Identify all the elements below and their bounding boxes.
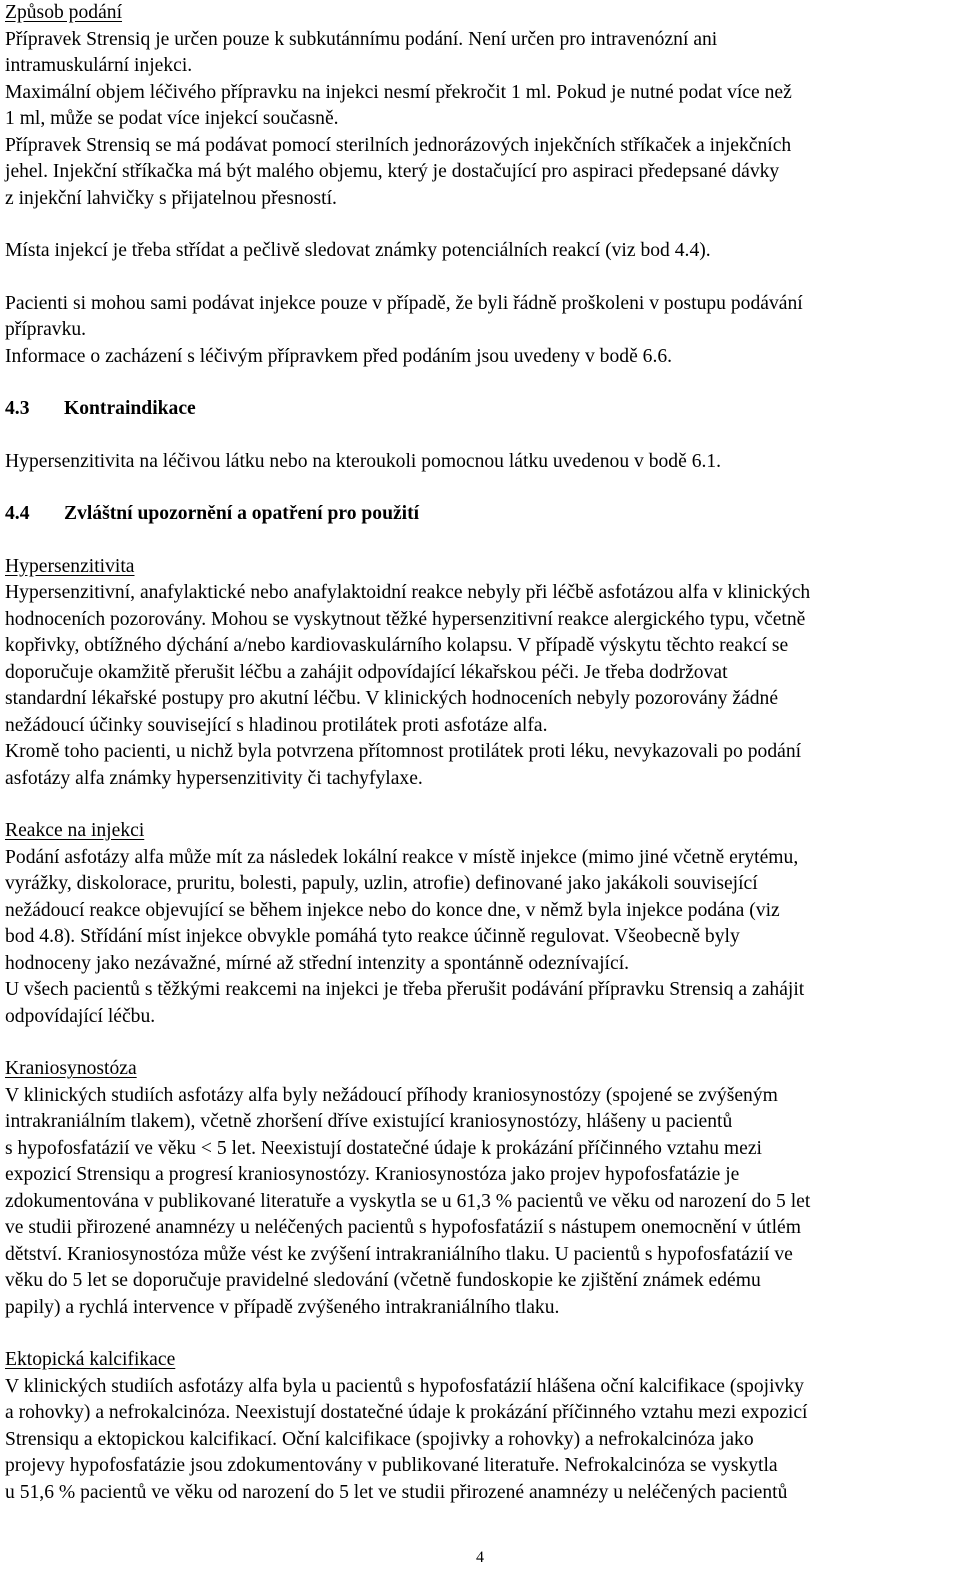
document-page [5,0,957,1506]
text-line: Podání asfotázy alfa může mít za následek lokální reakce v místě injekce (mimo jiné včetně erytému, [5,846,799,868]
text-line: zdokumentována v publikované literatuře a vyskytla se u 61,3 % pacientů ve věku od narození do 5 let [5,1190,811,1212]
spacer [5,370,957,396]
text-line: hodnoceny jako nezávažné, mírné až střední intenzity a spontánně odeznívající. [5,952,630,974]
text-line: nežádoucí účinky související s hladinou protilátek proti asfotáze alfa. [5,714,548,736]
text-line: kopřivky, obtížného dýchání a/nebo kardiovaskulárního kolapsu. V případě výskytu těchto reakcí se [5,635,789,656]
section-heading-4-3 [5,396,957,423]
subheading-craniosynostosis: Kraniosynostóza [5,1058,137,1079]
injection-site-paragraph: Místa injekcí je třeba střídat a pečlivě sledovat známky potenciálních reakcí (viz bod 4.4). [5,240,711,261]
ectopic-calcification-paragraph [5,1374,957,1507]
text-line: projevy hypofosfatázie jsou zdokumentovány v publikované literatuře. Nefrokalcinóza se vyskytla [5,1455,778,1476]
page-number: 4 [476,1549,484,1566]
text-line: Maximální objem léčivého přípravku na injekci nesmí překročit 1 ml. Pokud je nutné podat více než [5,81,792,103]
section-title: Zvláštní upozornění a opatření pro použití [64,503,420,524]
text-line: odpovídající léčbu. [5,1005,156,1027]
text-line: V klinických studiích asfotázy alfa byla u pacientů s hypofosfatázií hlášena oční kalcifikace (spojivky [5,1375,804,1397]
text-line: vyrážky, diskolorace, pruritu, bolesti, papuly, uzlin, atrofie) definované jako jakákoli související [5,873,758,894]
text-line: U všech pacientů s těžkými reakcemi na injekci je třeba přerušit podávání přípravku Strensiq a zahájit [5,979,805,1000]
spacer [5,265,957,291]
text-line: a rohovky) a nefrokalcinóza. Neexistují dostatečné údaje k prokázání příčinného vztahu mezi expozicí [5,1402,808,1423]
text-line: papily) a rychlá intervence v případě zvýšeného intrakraniálního tlaku. [5,1296,560,1318]
text-line: jehel. Injekční stříkačka má být malého objemu, který je dostačující pro aspiraci předepsané dávky [5,161,780,182]
craniosynostosis-paragraph [5,1083,957,1322]
hypersensitivity-paragraph [5,580,957,792]
text-line: intramuskulární injekci. [5,55,193,76]
text-line: 1 ml, může se podat více injekcí současně. [5,108,339,129]
spacer [5,475,957,501]
administration-paragraph [5,27,957,213]
text-line: nežádoucí reakce objevující se během injekce nebo do konce dne, v němž byla injekce podána (viz [5,899,780,921]
section-heading-4-4 [5,501,957,528]
text-line: bod 4.8). Střídání míst injekce obvykle pomáhá tyto reakce účinně regulovat. Všeobecně byly [5,926,740,947]
text-line: ve studii přirozené anamnézy u neléčených pacientů s hypofosfatázií s nástupem onemocnění v útlém [5,1217,801,1238]
section-heading-administration: Způsob podání [5,2,123,23]
contraindication-text: Hypersenzitivita na léčivou látku nebo na kteroukoli pomocnou látku uvedenou v bodě 6.1. [5,450,722,472]
text-line: Hypersenzitivní, anafylaktické nebo anafylaktoidní reakce nebyly při léčbě asfotázou alfa v klinických [5,582,811,603]
subheading-injection-reactions: Reakce na injekci [5,820,145,841]
section-title: Kontraindikace [64,398,196,419]
text-line: hodnoceních pozorovány. Mohou se vyskytnout těžké hypersenzitivní reakce alergického typu, včetně [5,608,806,630]
spacer [5,528,957,554]
text-line: dětství. Kraniosynostóza může vést ke zvýšení intrakraniálního tlaku. U pacientů s hypofosfatázií ve [5,1243,793,1265]
section-number: 4.4 [5,503,30,524]
text-line: Informace o zacházení s léčivým přípravkem před podáním jsou uvedeny v bodě 6.6. [5,345,673,367]
text-line: asfotázy alfa známky hypersenzitivity či tachyfylaxe. [5,767,423,789]
spacer [5,1030,957,1056]
text-line: expozicí Strensiqu a progresí kraniosynostózy. Kraniosynostóza jako projev hypofosfatázie je [5,1164,740,1185]
text-line: Pacienti si mohou sami podávat injekce pouze v případě, že byli řádně proškoleni v postupu podávání [5,292,803,314]
text-line: Přípravek Strensiq je určen pouze k subkutánnímu podání. Není určen pro intravenózní ani [5,28,718,50]
text-line: Strensiqu a ektopickou kalcifikací. Oční kalcifikace (spojivky a rohovky) a nefrokalcinóza jako [5,1428,754,1450]
self-administration-paragraph [5,291,957,371]
text-line: Přípravek Strensiq se má podávat pomocí sterilních jednorázových injekčních stříkaček a injekčních [5,134,792,156]
text-line: Kromě toho pacienti, u nichž byla potvrzena přítomnost protilátek proti léku, nevykazovali po podání [5,741,802,762]
text-line: standardní lékařské postupy pro akutní léčbu. V klinických hodnoceních nebyly pozorovány žádné [5,688,779,709]
text-line: V klinických studiích asfotázy alfa byly nežádoucí příhody kraniosynostózy (spojené se zvýšeným [5,1084,778,1106]
text-line: intrakraniálním tlakem), včetně zhoršení dříve existující kraniosynostózy, hlášeny u pacientů [5,1111,733,1132]
subheading-ectopic-calcification: Ektopická kalcifikace [5,1349,176,1370]
spacer [5,423,957,449]
section-number: 4.3 [5,398,30,419]
text-line: z injekční lahvičky s přijatelnou přesností. [5,187,337,209]
text-line: věku do 5 let se doporučuje pravidelné sledování (včetně fundoskopie ke zjištění známek edému [5,1270,761,1291]
spacer [5,1321,957,1347]
injection-reactions-paragraph [5,845,957,1031]
text-line: u 51,6 % pacientů ve věku od narození do 5 let ve studii přirozené anamnézy u neléčených pacientů [5,1481,788,1503]
spacer [5,212,957,238]
text-line: s hypofosfatázií ve věku < 5 let. Neexistují dostatečné údaje k prokázání příčinného vztahu mezi [5,1137,762,1159]
text-line: přípravku. [5,319,87,340]
subheading-hypersensitivity: Hypersenzitivita [5,555,135,577]
text-line: doporučuje okamžitě přerušit léčbu a zahájit odpovídající lékařskou péči. Je třeba dodržovat [5,661,728,683]
spacer [5,792,957,818]
